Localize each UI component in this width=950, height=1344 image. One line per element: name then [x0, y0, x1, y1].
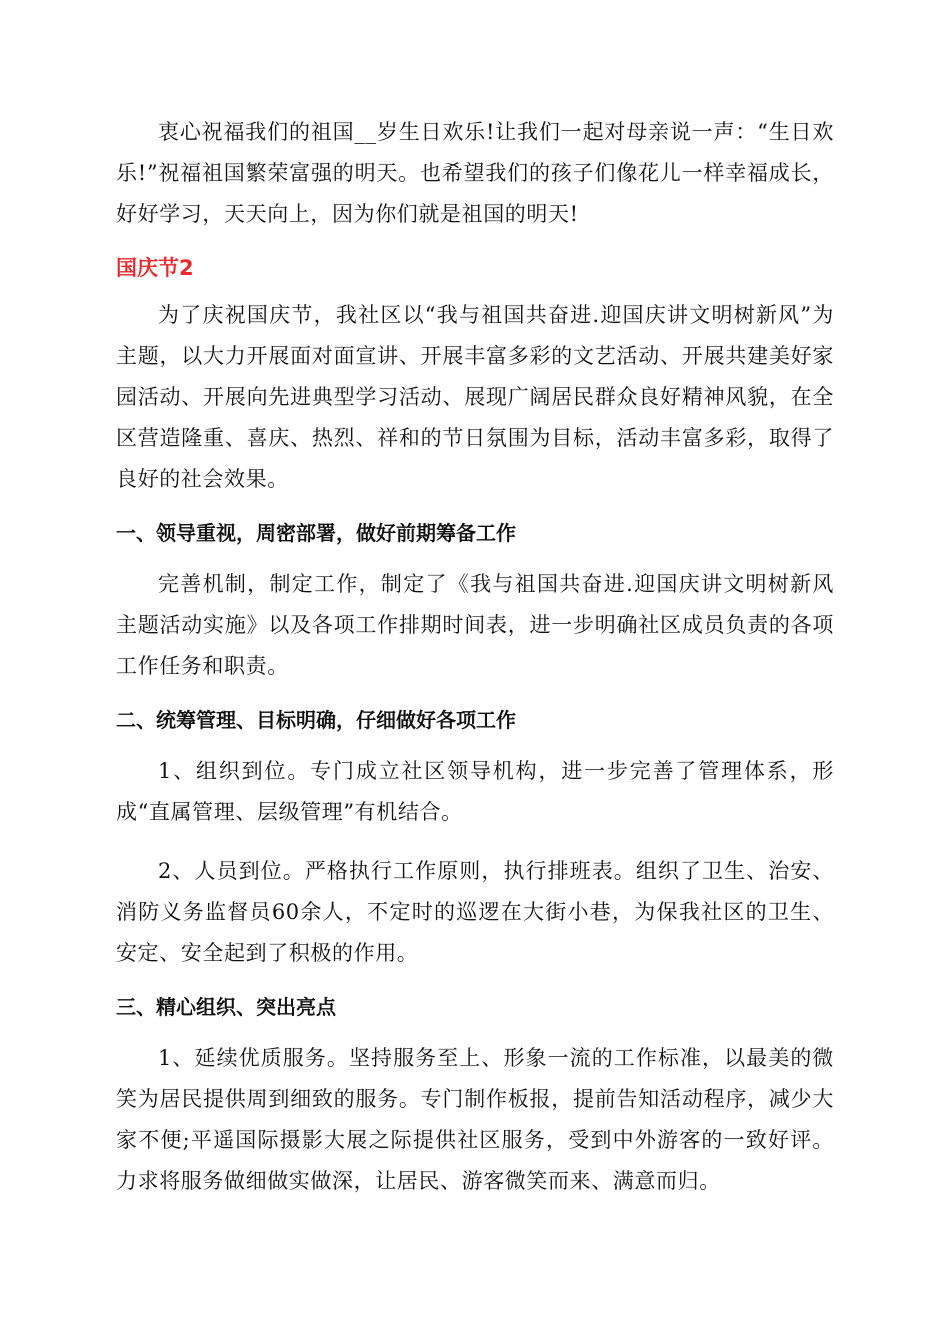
paragraph-two-b: 2、人员到位。严格执行工作原则，执行排班表。组织了卫生、治安、消防义务监督员60余人，不定时的巡逻在大街小巷，为保我社区的卫生、安定、安全起到了积极的作用。 [116, 859, 834, 965]
intro-paragraph: 衷心祝福我们的祖国__岁生日欢乐!让我们一起对母亲说一声：“生日欢乐!”祝福祖国繁荣富强的明天。也希望我们的孩子们像花儿一样幸福成长，好好学习，天天向上，因为你们就是祖国的明天! [116, 120, 834, 226]
paragraph-three-a: 1、延续优质服务。坚持服务至上、形象一流的工作标准，以最美的微笑为居民提供周到细致的服务。专门制作板报，提前告知活动程序，减少大家不便;平遥国际摄影大展之际提供社区服务，受到中外游客的一致好评。力求将服务做细做实做深，让居民、游客微笑而来、满意而归。 [116, 1046, 834, 1193]
heading-two: 二、统筹管理、目标明确，仔细做好各项工作 [116, 708, 516, 732]
paragraph-two-a: 1、组织到位。专门成立社区领导机构，进一步完善了管理体系，形成“直属管理、层级管理”有机结合。 [116, 759, 834, 824]
summary-paragraph: 为了庆祝国庆节，我社区以“我与祖国共奋进.迎国庆讲文明树新风”为主题，以大力开展面对面宣讲、开展丰富多彩的文艺活动、开展共建美好家园活动、开展向先进典型学习活动、展现广阔居民群众良好精神风貌，在全区营造隆重、喜庆、热烈、祥和的节日氛围为目标，活动丰富多彩，取得了良好的社会效果。 [116, 303, 834, 491]
paragraph-one: 完善机制，制定工作，制定了《我与祖国共奋进.迎国庆讲文明树新风主题活动实施》以及各项工作排期时间表，进一步明确社区成员负责的各项工作任务和职责。 [116, 572, 834, 678]
document-page [116, 112, 834, 1220]
section-title: 国庆节2 [116, 256, 194, 280]
heading-one: 一、领导重视，周密部署，做好前期筹备工作 [116, 521, 516, 545]
heading-three: 三、精心组织、突出亮点 [116, 995, 336, 1019]
